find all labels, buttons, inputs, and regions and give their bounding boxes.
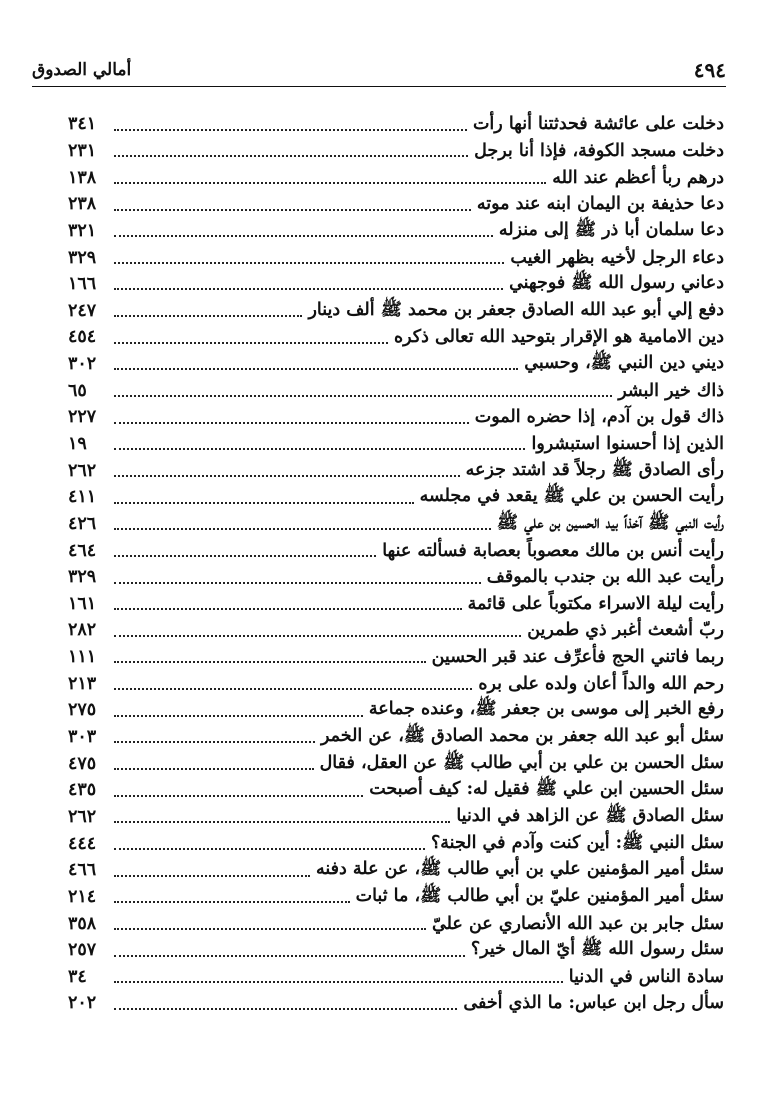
entry-page-number: ٢٢٧ <box>68 407 97 428</box>
entry-text: دين الامامية هو الإقرار بتوحيد الله تعالى ذكره <box>390 327 724 347</box>
entry-text: ديني دين النبي ﷺ، وحسبي <box>520 351 724 377</box>
index-entry <box>68 138 724 165</box>
dot-leader <box>114 830 425 857</box>
entry-page-number: ١٣٨ <box>68 167 97 188</box>
entry-page-number: ٢٨٢ <box>68 620 97 641</box>
dot-leader <box>114 964 563 991</box>
index-entry <box>68 191 724 218</box>
dot-leader <box>114 564 481 591</box>
entry-text: رأيت أنس بن مالك معصوباً بعصابة فسألته عنها <box>378 541 724 561</box>
index-entry <box>68 111 724 138</box>
index-entry <box>68 644 724 671</box>
entry-page-number: ٤٢٦ <box>68 513 97 534</box>
entry-page-number: ٢٣٨ <box>68 194 97 215</box>
entry-text: دعا سلمان أبا ذر ﷺ إلى منزله <box>495 218 724 244</box>
dot-leader <box>114 857 310 884</box>
dot-leader <box>114 617 521 644</box>
entry-text: رأيت ليلة الاسراء مكتوباً على قائمة <box>464 594 724 614</box>
page-number: ٤٩٤ <box>693 58 726 82</box>
entry-text: سئل النبي ﷺ: أين كنت وآدم في الجنة؟ <box>427 831 724 857</box>
entry-page-number: ٣٤ <box>68 966 87 987</box>
entry-page-number: ٤٦٤ <box>68 540 97 561</box>
index-entry <box>68 377 724 404</box>
index-entry <box>68 910 724 937</box>
entry-page-number: ١٦٦ <box>68 274 97 295</box>
entry-text: رأيت عبد الله بن جندب بالموقف <box>483 567 724 587</box>
entry-text: رحم الله والداً أعان ولده على بره <box>474 674 724 694</box>
index-entry <box>68 218 724 245</box>
entry-page-number: ٣٢٩ <box>68 247 97 268</box>
entry-page-number: ٣٥٨ <box>68 913 97 934</box>
dot-leader <box>114 297 302 324</box>
dot-leader <box>114 644 426 671</box>
entry-page-number: ١٩ <box>68 434 87 454</box>
entry-page-number: ٢٦٢ <box>68 460 97 481</box>
dot-leader <box>114 937 465 964</box>
entry-page-number: ٢٥٧ <box>68 940 97 961</box>
index-entry <box>68 351 724 378</box>
index-entry <box>68 617 724 644</box>
entry-text: رأى الصادق ﷺ رجلاً قد اشتد جزعه <box>462 458 724 484</box>
entry-text: سئل الحسين ابن علي ﷺ فقيل له: كيف أصبحت <box>365 777 724 803</box>
entry-page-number: ٤٦٦ <box>68 860 97 881</box>
entry-text: سئل الحسن بن علي بن أبي طالب ﷺ عن العقل، فقال <box>316 751 724 777</box>
index-entry <box>68 670 724 697</box>
dot-leader <box>114 484 414 511</box>
dot-leader <box>114 537 376 564</box>
index-entry <box>68 484 724 511</box>
entry-page-number: ٢١٣ <box>68 673 97 694</box>
index-entry <box>68 990 724 1017</box>
entry-page-number: ٢٦٢ <box>68 806 97 827</box>
dot-leader <box>114 990 457 1017</box>
index-entry <box>68 964 724 991</box>
index-entry <box>68 404 724 431</box>
entry-page-number: ٣٠٢ <box>68 354 97 375</box>
dot-leader <box>114 164 546 191</box>
entry-page-number: ٤٧٥ <box>68 753 97 774</box>
index-entry <box>68 457 724 484</box>
index-entry <box>68 697 724 724</box>
dot-leader <box>114 111 467 138</box>
index-entry <box>68 164 724 191</box>
entry-text: درهم ربأ أعظم عند الله <box>548 168 724 188</box>
dot-leader <box>114 431 525 458</box>
index-entry <box>68 244 724 271</box>
index-entry <box>68 271 724 298</box>
index-entry <box>68 804 724 831</box>
index-entry <box>68 537 724 564</box>
dot-leader <box>114 804 450 831</box>
index-entry <box>68 324 724 351</box>
entry-page-number: ١١١ <box>68 647 97 668</box>
entry-text: رأيت الحسن بن علي ﷺ يقعد في مجلسه <box>416 484 724 510</box>
entry-page-number: ٣٢٩ <box>68 567 97 588</box>
index-entry <box>68 937 724 964</box>
page-header <box>32 58 726 87</box>
index-entry <box>68 591 724 618</box>
dot-leader <box>114 750 314 777</box>
dot-leader <box>114 697 363 724</box>
entry-page-number: ١٦١ <box>68 593 97 614</box>
dot-leader <box>114 351 518 378</box>
entry-page-number: ٢٧٥ <box>68 700 97 721</box>
index-entry <box>68 431 724 458</box>
dot-leader <box>114 138 468 165</box>
entry-text: دفع إلي أبو عبد الله الصادق جعفر بن محمد ﷺ ألف دينار <box>304 298 724 324</box>
dot-leader <box>114 724 315 751</box>
entry-page-number: ٣٠٣ <box>68 727 97 748</box>
entry-text: دعاء الرجل لأخيه بظهر الغيب <box>506 248 724 268</box>
entry-text: دخلت على عائشة فحدثتنا أنها رأت <box>469 114 724 134</box>
dot-leader <box>114 910 426 937</box>
entry-text: دخلت مسجد الكوفة، فإذا أنا برجل <box>470 141 724 161</box>
dot-leader <box>114 670 472 697</box>
dot-leader <box>114 244 504 271</box>
entry-text: الذين إذا أحسنوا استبشروا <box>527 434 724 454</box>
index-entry <box>68 884 724 911</box>
dot-leader <box>114 377 612 404</box>
entry-page-number: ٢١٤ <box>68 886 97 907</box>
index-entry <box>68 564 724 591</box>
entry-text: سئل أمير المؤمنين علي بن أبي طالب ﷺ، عن علة دفنه <box>312 857 724 883</box>
entry-page-number: ٢٣١ <box>68 140 97 161</box>
entry-text: سادة الناس في الدنيا <box>565 967 724 987</box>
index-entry <box>68 830 724 857</box>
entry-page-number: ٤٤٤ <box>68 833 97 854</box>
entry-text: ربّ أشعث أغبر ذي طمرين <box>523 620 724 640</box>
entry-text: سئل أبو عبد الله جعفر بن محمد الصادق ﷺ، عن الخمر <box>317 724 724 750</box>
dot-leader <box>114 404 469 431</box>
entry-text: ذاك خير البشر <box>614 381 724 401</box>
entry-text: سئل أمير المؤمنين عليّ بن أبي طالب ﷺ، ما ثبات <box>352 884 724 910</box>
dot-leader <box>114 218 493 245</box>
index-entry <box>68 724 724 751</box>
entry-page-number: ٤١١ <box>68 487 97 508</box>
index-entry <box>68 297 724 324</box>
dot-leader <box>114 884 350 911</box>
entry-text: ربما فاتني الحج فأعرِّف عند قبر الحسين <box>428 647 724 667</box>
dot-leader <box>114 191 471 218</box>
index-entry <box>68 750 724 777</box>
dot-leader <box>114 777 363 804</box>
entry-text: سئل جابر بن عبد الله الأنصاري عن عليّ <box>428 914 724 934</box>
entry-text: رأيت النبي ﷺ آخذاً بيد الحسين بن علي ﷺ <box>493 511 724 537</box>
index-entry <box>68 777 724 804</box>
entry-text: دعاني رسول الله ﷺ فوجهني <box>505 271 724 297</box>
index-list <box>68 111 724 1017</box>
entry-text: ذاك قول بن آدم، إذا حضره الموت <box>471 407 724 427</box>
entry-page-number: ٣٤١ <box>68 114 97 135</box>
dot-leader <box>114 511 491 538</box>
index-entry <box>68 511 724 538</box>
entry-page-number: ٣٢١ <box>68 220 97 241</box>
dot-leader <box>114 591 462 618</box>
entry-page-number: ٢٤٧ <box>68 300 97 321</box>
entry-text: سأل رجل ابن عباس: ما الذي أخفى <box>459 993 724 1013</box>
entry-text: سئل رسول الله ﷺ أيّ المال خير؟ <box>467 937 724 963</box>
page-title: أمالي الصدوق <box>32 60 132 80</box>
entry-text: سئل الصادق ﷺ عن الزاهد في الدنيا <box>452 804 724 830</box>
entry-text: رفع الخبر إلى موسى بن جعفر ﷺ، وعنده جماعة <box>365 697 724 723</box>
index-entry <box>68 857 724 884</box>
dot-leader <box>114 271 503 298</box>
entry-text: دعا حذيفة بن اليمان ابنه عند موته <box>473 194 724 214</box>
entry-page-number: ٦٥ <box>68 380 87 401</box>
entry-page-number: ٢٠٢ <box>68 993 97 1014</box>
dot-leader <box>114 457 460 484</box>
dot-leader <box>114 324 388 351</box>
entry-page-number: ٤٥٤ <box>68 327 97 348</box>
entry-page-number: ٤٣٥ <box>68 780 97 801</box>
